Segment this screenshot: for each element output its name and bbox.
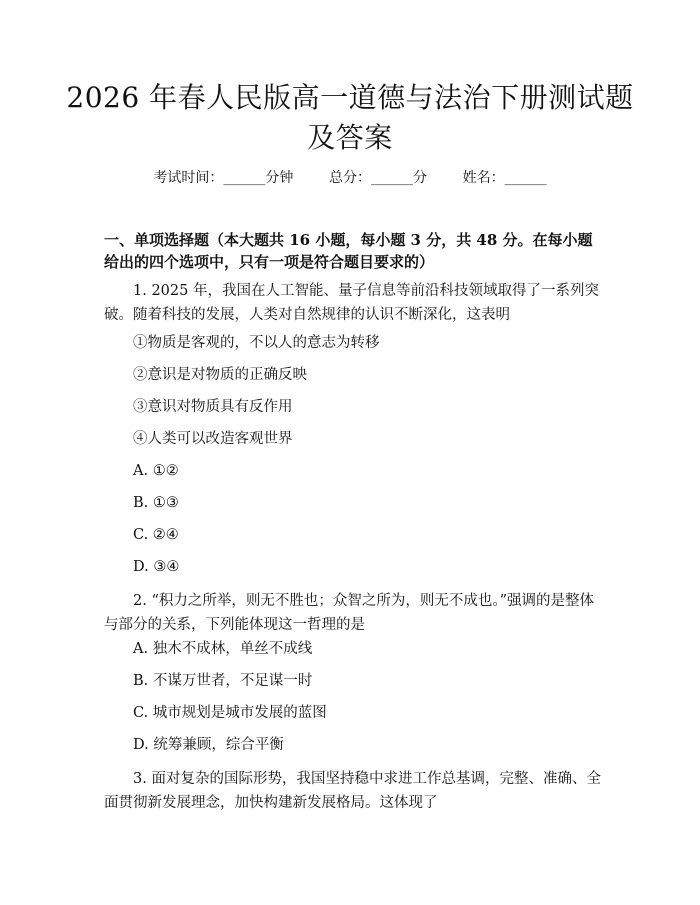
q1-statement-2: ②意识是对物质的正确反映	[133, 367, 307, 383]
q1-option-d: D. ③④	[133, 559, 180, 575]
q1-statement-3: ③意识对物质具有反作用	[133, 399, 293, 415]
question-2-stem: 2. “积力之所举，则无不胜也；众智之所为，则无不成也。”强调的是整体与部分的关系，下列能体现这一哲理的是	[104, 593, 595, 633]
section-heading: 一、单项选择题（本大题共 16 小题，每小题 3 分，共 48 分。在每小题给出的四个选项中，只有一项是符合题目要求的）	[104, 231, 593, 271]
q1-option-a: A. ①②	[133, 463, 179, 479]
q2-option-b: B. 不谋万世者，不足谋一时	[133, 673, 313, 689]
q1-option-b: B. ①③	[133, 495, 179, 511]
q1-statement-1: ①物质是客观的，不以人的意志为转移	[133, 335, 380, 351]
title-line-2: 及答案	[307, 121, 393, 154]
student-name-field: 姓名：______	[462, 170, 547, 186]
q2-option-a: A. 独木不成林，单丝不成线	[133, 641, 313, 657]
q2-option-d: D. 统筹兼顾，综合平衡	[133, 737, 284, 753]
question-3-stem: 3. 面对复杂的国际形势，我国坚持稳中求进工作总基调，完整、准确、全面贯彻新发展理念，加快构建新发展格局。这体现了	[104, 771, 601, 811]
exam-meta	[0, 168, 700, 188]
title-line-1: 2026 年春人民版高一道德与法治下册测试题	[66, 81, 634, 114]
exam-time-field: 考试时间：______分钟	[153, 170, 294, 186]
q1-statement-4: ④人类可以改造客观世界	[133, 431, 293, 447]
question-1-stem: 1. 2025 年，我国在人工智能、量子信息等前沿科技领域取得了一系列突破。随着科技的发展，人类对自然规律的认识不断深化，这表明	[104, 283, 599, 323]
document-title	[0, 78, 700, 158]
q1-option-c: C. ②④	[133, 527, 179, 543]
exam-score-field: 总分：______分	[329, 170, 427, 186]
q2-option-c: C. 城市规划是城市发展的蓝图	[133, 705, 327, 721]
